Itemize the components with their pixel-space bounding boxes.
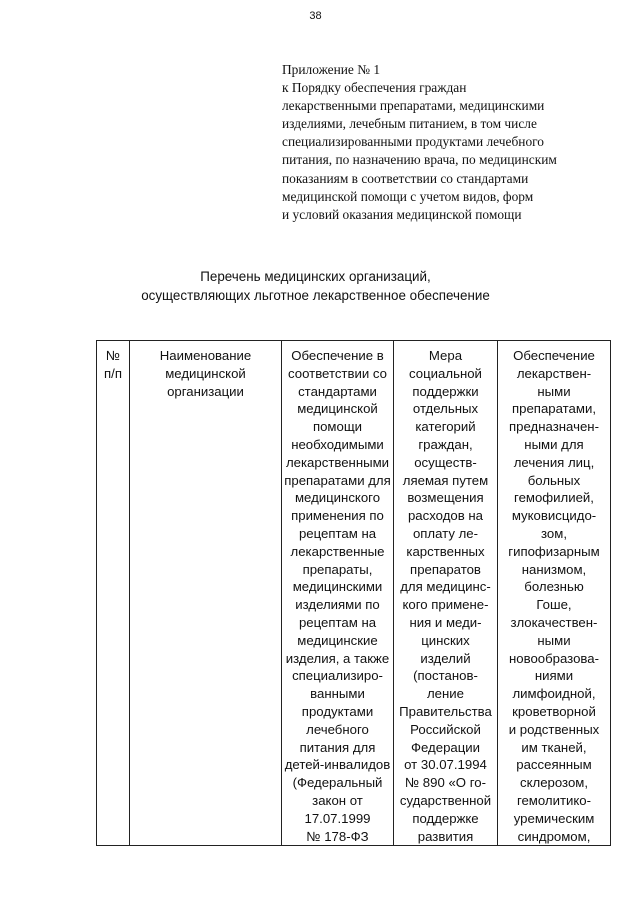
header-line: граждан, [418, 436, 473, 452]
header-line: изделиями по [295, 597, 380, 613]
header-line: отдельных [412, 401, 479, 417]
header-line: стандартами [298, 383, 377, 399]
header-line: (Федеральный [292, 775, 383, 791]
header-line: болезнью [524, 579, 584, 595]
column-social-support-header [394, 341, 498, 846]
header-line: медицинской [165, 365, 246, 381]
appendix-line: медицинской помощи с учетом видов, форм [282, 188, 534, 204]
column-disease-provision-header [498, 341, 611, 846]
header-line: карственных [406, 543, 485, 559]
header-line: гемофилией, [514, 490, 594, 506]
header-line: для медицинс- [400, 579, 491, 595]
header-line: 17.07.1999 [304, 810, 371, 826]
header-line: (постанов- [413, 668, 478, 684]
header-line: ния и меди- [409, 614, 482, 630]
header-line: от 30.07.1994 [404, 757, 487, 773]
header-line: категорий [415, 419, 476, 435]
header-line: цинских [421, 632, 470, 648]
header-line: и родственных [508, 721, 600, 737]
list-title-line: Перечень медицинских организаций, [200, 269, 431, 284]
header-line: ными [537, 383, 571, 399]
header-line: социальной [409, 365, 482, 381]
header-line: применения по [291, 508, 384, 524]
appendix-line: и условий оказания медицинской помощи [282, 206, 522, 222]
header-line: сударственной [399, 792, 492, 808]
header-line: медицинскими [292, 579, 383, 595]
column-number-header [97, 341, 130, 846]
header-line: новообразова- [508, 650, 600, 666]
header-line: злокачествен- [510, 614, 598, 630]
header-line: поддержки [412, 383, 479, 399]
header-line: муковисцидо- [511, 508, 597, 524]
header-line: Российской [410, 721, 481, 737]
header-line: продуктами [301, 703, 374, 719]
header-line: рецептам на [298, 614, 377, 630]
header-line: рецептам на [298, 525, 377, 541]
header-line: медицинской [297, 401, 378, 417]
header-line: Федерации [410, 739, 481, 755]
header-line: необходимыми [291, 436, 384, 452]
header-line: ниями [534, 668, 574, 684]
header-line: нанизмом, [521, 561, 587, 577]
appendix-line: лекарственными препаратами, медицинскими [282, 98, 545, 114]
page-number: 38 [309, 10, 322, 22]
header-line: рассеянным [516, 757, 592, 773]
header-line: изделия, а также [285, 650, 390, 666]
header-line: кроветворной [512, 703, 596, 719]
organizations-table [96, 340, 611, 846]
appendix-line: специализированными продуктами лечебного [282, 134, 544, 150]
header-line: ляемая путем [402, 472, 489, 488]
header-line: лечебного [306, 721, 369, 737]
list-title [0, 268, 631, 305]
header-line: лимфоидной, [512, 686, 596, 702]
header-line: ными [537, 632, 571, 648]
header-line: организации [167, 383, 244, 399]
header-line: лекарствен- [516, 365, 592, 381]
table-header-row [97, 341, 611, 846]
header-line: лечения лиц, [513, 454, 595, 470]
header-line: развития [417, 828, 474, 844]
header-line: кого примене- [402, 597, 489, 613]
header-line: соответствии со [288, 365, 387, 381]
header-line: медицинского [294, 490, 381, 506]
header-line: ными для [524, 436, 584, 452]
header-line: закон от [312, 792, 363, 808]
header-line: лекарственными [285, 454, 390, 470]
header-line: Правительства [399, 703, 492, 719]
header-line: Обеспечение [513, 348, 595, 363]
header-line: ванными [310, 686, 365, 702]
header-line: склерозом, [519, 775, 589, 791]
header-line: помощи [312, 419, 363, 435]
header-line: № 890 «О го- [405, 775, 486, 791]
header-line: препаратами для [284, 472, 391, 488]
header-line: изделий [420, 650, 471, 666]
appendix-title: Приложение № 1 [282, 62, 381, 77]
header-line: им тканей, [521, 739, 587, 755]
column-organization-name-header [130, 341, 282, 846]
header-line: препаратов [410, 561, 481, 577]
header-line: детей-инвалидов [284, 757, 391, 773]
header-line: зом, [541, 525, 567, 541]
list-title-line: осуществляющих льготное лекарственное обеспечение [141, 287, 490, 303]
header-line: № [105, 348, 121, 363]
header-line: препараты, [302, 561, 373, 577]
header-line: больных [527, 472, 581, 488]
header-line: медицинские [297, 632, 378, 648]
header-line: Мера [428, 348, 463, 363]
header-line: гипофизарным [508, 543, 600, 559]
appendix-line: изделиями, лечебным питанием, в том числе [282, 116, 537, 132]
header-line: поддержке [412, 810, 479, 826]
header-line: Гоше, [536, 597, 572, 613]
header-line: лекарственные [290, 543, 385, 559]
header-line: возмещения [407, 490, 484, 506]
header-line: п/п [104, 365, 122, 381]
header-line: № 178-ФЗ [306, 828, 369, 844]
header-line: ление [426, 686, 464, 702]
header-line: расходов на [407, 508, 484, 524]
header-line: синдромом, [517, 828, 591, 844]
header-line: уремическим [513, 810, 595, 826]
header-line: препаратами, [512, 401, 596, 417]
appendix-line: питания, по назначению врача, по медицинским [282, 152, 557, 168]
appendix-header [282, 61, 612, 224]
header-line: Наименование [159, 348, 252, 363]
header-line: специализиро- [292, 668, 383, 684]
column-standards-provision-header [282, 341, 394, 846]
header-line: предназначен- [509, 419, 599, 435]
header-line: оплату ле- [412, 525, 479, 541]
appendix-line: к Порядку обеспечения граждан [282, 80, 467, 96]
header-line: осуществ- [414, 454, 477, 470]
appendix-line: показаниям в соответствии со стандартами [282, 170, 529, 186]
header-line: Обеспечение в [291, 348, 384, 363]
header-line: гемолитико- [516, 792, 592, 808]
header-line: питания для [299, 739, 376, 755]
